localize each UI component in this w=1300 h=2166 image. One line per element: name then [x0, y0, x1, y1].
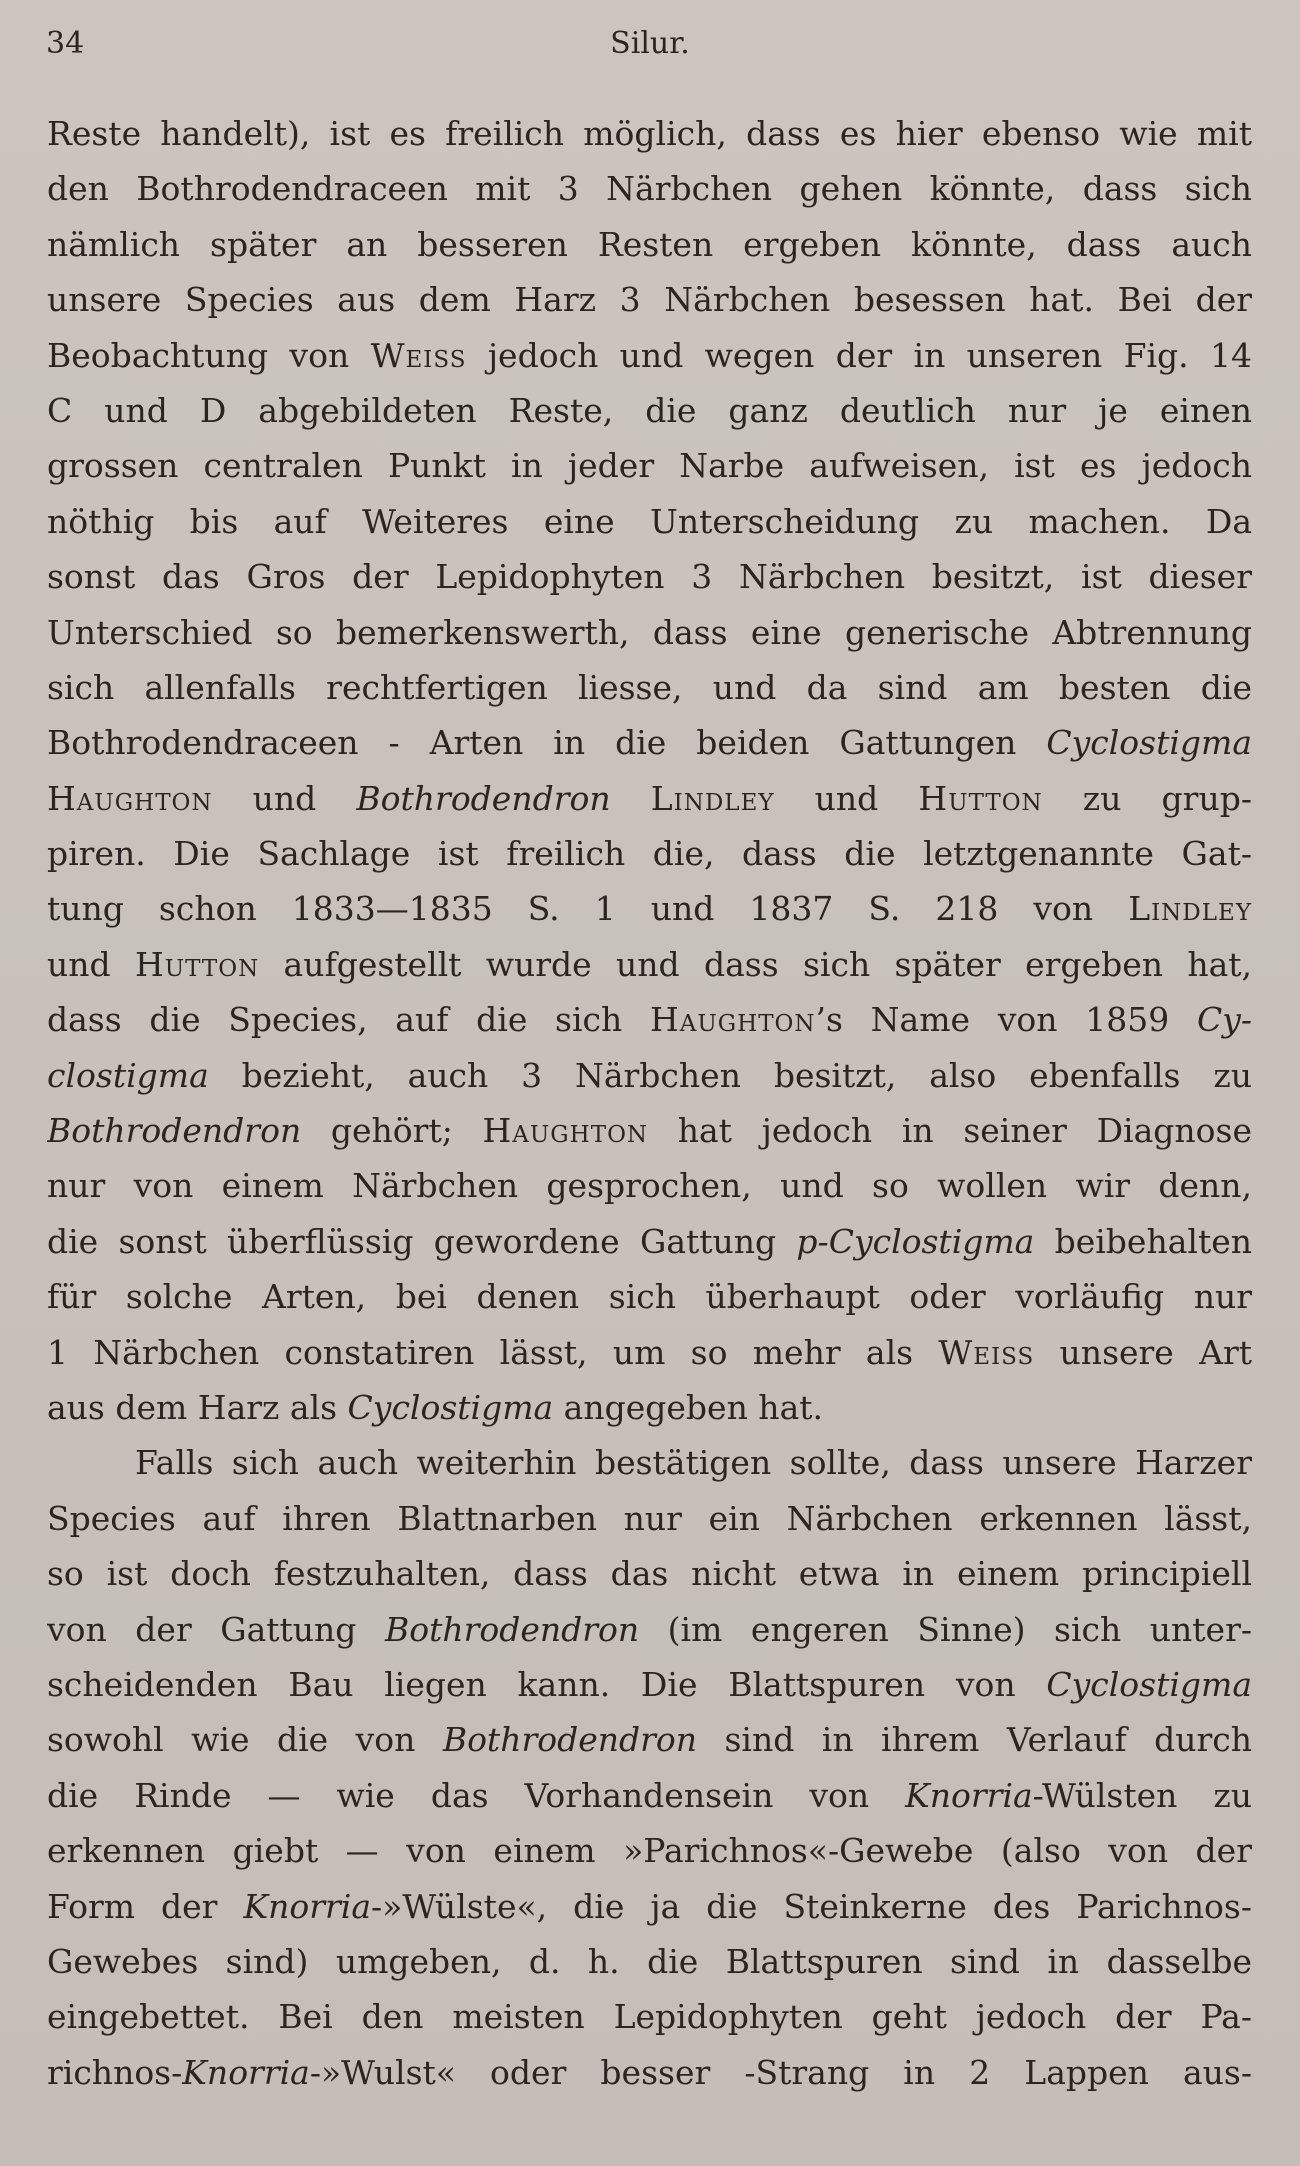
- italic-term: Bothrodendron: [442, 1720, 698, 1760]
- text-line: [47, 272, 1252, 327]
- text-line: [47, 1602, 1252, 1657]
- italic-term: Cyclostigma: [1046, 1664, 1252, 1704]
- text-segment: C und D abgebildeten Reste, die ganz deutlich nur je einen: [47, 390, 1252, 430]
- text-line: [47, 937, 1252, 992]
- text-segment: und: [212, 778, 357, 818]
- text-segment: dass die Species, auf die sich: [47, 1000, 650, 1040]
- text-segment: den Bothrodendraceen mit 3 Närbchen gehen könnte, dass sich: [47, 169, 1252, 209]
- text-segment: -Wülsten zu: [1032, 1775, 1252, 1815]
- text-line: [47, 881, 1252, 936]
- text-line: [47, 1380, 1252, 1435]
- text-segment: nöthig bis auf Weiteres eine Unterscheidung zu machen. Da: [47, 501, 1252, 541]
- text-segment: -»Wülste«, die ja die Steinkerne des Parichnos-: [371, 1886, 1252, 1926]
- text-segment: grossen centralen Punkt in jeder Narbe aufweisen, ist es jedoch: [47, 446, 1252, 486]
- text-line: [47, 494, 1252, 549]
- text-line: [47, 161, 1252, 216]
- text-line: [47, 715, 1252, 770]
- body-text: [47, 106, 1252, 2100]
- text-segment: und: [774, 778, 919, 818]
- text-segment: und: [47, 944, 135, 984]
- italic-term: Knorria: [905, 1775, 1033, 1815]
- text-segment: Form der: [47, 1886, 244, 1926]
- text-line: [47, 1989, 1252, 2044]
- author-name: Haughton: [482, 1111, 649, 1151]
- author-name: Haughton: [47, 778, 213, 818]
- page-number: 34: [46, 26, 85, 61]
- text-segment: für solche Arten, bei denen sich überhaupt oder vorläufig nur: [47, 1277, 1252, 1317]
- text-line: [47, 771, 1252, 826]
- text-segment: die sonst überflüssig gewordene Gattung: [47, 1221, 797, 1261]
- text-segment: angegeben hat.: [553, 1387, 823, 1427]
- text-line: [47, 1768, 1252, 1823]
- text-line: [47, 1435, 1252, 1490]
- text-segment: aufgestellt wurde und dass sich später ergeben hat,: [259, 944, 1252, 984]
- text-segment: Gewebes sind) umgeben, d. h. die Blattspuren sind in dasselbe: [47, 1941, 1252, 1981]
- text-line: [47, 1269, 1252, 1324]
- text-segment: Reste handelt), ist es freilich möglich, dass es hier ebenso wie mit: [47, 114, 1252, 153]
- text-line: [47, 660, 1252, 715]
- text-line: [47, 1823, 1252, 1878]
- text-segment: Unterschied so bemerkenswerth, dass eine generische Abtrennung: [47, 612, 1252, 652]
- page-header: [46, 26, 1254, 66]
- text-segment: sonst das Gros der Lepidophyten 3 Närbchen besitzt, ist dieser: [47, 557, 1252, 597]
- text-line: [47, 1158, 1252, 1213]
- text-segment: scheidenden Bau liegen kann. Die Blattspuren von: [47, 1664, 1047, 1704]
- author-name: Lindley: [650, 778, 775, 818]
- text-segment: richnos-: [47, 2052, 183, 2092]
- text-segment: jedoch und wegen der in unseren Fig. 14: [466, 335, 1252, 375]
- italic-term: Cyclostigma: [1046, 723, 1252, 763]
- text-line: [47, 1325, 1252, 1380]
- text-segment: sowohl wie die von: [47, 1720, 443, 1760]
- text-segment: hat jedoch in seiner Diagnose: [648, 1111, 1252, 1151]
- text-line: [47, 1879, 1252, 1934]
- text-line: [47, 438, 1252, 493]
- text-segment: (im engeren Sinne) sich unter-: [639, 1609, 1252, 1649]
- text-segment: 1 Närbchen constatiren lässt, um so mehr als: [47, 1332, 939, 1372]
- text-segment: die Rinde — wie das Vorhandensein von: [47, 1775, 906, 1815]
- text-segment: sich allenfalls rechtfertigen liesse, und da sind am besten die: [47, 667, 1252, 707]
- text-segment: [611, 779, 651, 818]
- text-segment: unsere Species aus dem Harz 3 Närbchen besessen hat. Bei der: [47, 280, 1252, 320]
- text-segment: nämlich später an besseren Resten ergeben könnte, dass auch: [47, 224, 1252, 264]
- text-segment: Species auf ihren Blattnarben nur ein Närbchen erkennen lässt,: [47, 1498, 1252, 1538]
- italic-term: Bothrodendron: [47, 1111, 302, 1151]
- author-name: Weiss: [938, 1332, 1035, 1372]
- text-segment: aus dem Harz als: [47, 1387, 348, 1427]
- text-segment: eingebettet. Bei den meisten Lepidophyten geht jedoch der Pa-: [47, 1997, 1252, 2037]
- text-line: [47, 1934, 1252, 1989]
- text-segment: nur von einem Närbchen gesprochen, und so wollen wir denn,: [47, 1166, 1252, 1206]
- text-line: [47, 549, 1252, 604]
- italic-term: Cyclostigma: [347, 1387, 554, 1427]
- text-line: [47, 1491, 1252, 1546]
- text-segment: bezieht, auch 3 Närbchen besitzt, also ebenfalls zu: [208, 1055, 1252, 1095]
- text-line: [47, 605, 1252, 660]
- italic-term: Cy-: [1196, 1000, 1252, 1040]
- text-segment: sind in ihrem Verlauf durch: [697, 1720, 1252, 1760]
- text-line: [47, 1546, 1252, 1601]
- text-segment: Falls sich auch weiterhin bestätigen sollte, dass unsere Harzer: [135, 1443, 1252, 1483]
- author-name: Haughton: [650, 1000, 816, 1040]
- text-segment: unsere Art: [1034, 1332, 1252, 1372]
- author-name: Lindley: [1128, 889, 1252, 929]
- text-line: [47, 1657, 1252, 1712]
- text-line: [47, 106, 1252, 161]
- text-segment: piren. Die Sachlage ist freilich die, dass die letztgenannte Gat-: [47, 834, 1252, 874]
- author-name: Hutton: [918, 778, 1043, 818]
- text-segment: so ist doch festzuhalten, dass das nicht etwa in einem principiell: [47, 1554, 1252, 1594]
- text-line: [47, 2045, 1252, 2100]
- text-line: [47, 1712, 1252, 1767]
- text-segment: ’s Name von 1859: [815, 1000, 1197, 1040]
- text-segment: gehört;: [301, 1111, 483, 1151]
- author-name: Weiss: [370, 335, 467, 375]
- italic-term: Knorria: [243, 1886, 372, 1926]
- text-segment: Bothrodendraceen - Arten in die beiden Gattungen: [47, 723, 1047, 763]
- text-segment: zu grup-: [1042, 778, 1252, 818]
- text-segment: von der Gattung: [47, 1609, 385, 1649]
- italic-term: Knorria: [182, 2052, 310, 2092]
- text-line: [47, 992, 1252, 1047]
- text-line: [47, 1214, 1252, 1269]
- text-segment: -»Wulst« oder besser -Strang in 2 Lappen aus-: [309, 2052, 1252, 2092]
- text-segment: Beobachtung von: [47, 335, 371, 375]
- author-name: Hutton: [134, 944, 260, 984]
- text-segment: beibehalten: [1034, 1221, 1252, 1261]
- text-segment: erkennen giebt — von einem »Parichnos«-Gewebe (also von der: [47, 1831, 1252, 1871]
- italic-term: p-Cyclostigma: [796, 1221, 1035, 1261]
- text-line: [47, 217, 1252, 272]
- running-head: Silur.: [610, 26, 690, 61]
- text-line: [47, 328, 1252, 383]
- text-line: [47, 383, 1252, 438]
- text-line: [47, 1048, 1252, 1103]
- italic-term: clostigma: [47, 1055, 209, 1095]
- italic-term: Bothrodendron: [356, 778, 611, 818]
- text-segment: tung schon 1833—1835 S. 1 und 1837 S. 218 von: [47, 889, 1129, 929]
- text-line: [47, 826, 1252, 881]
- text-line: [47, 1103, 1252, 1158]
- italic-term: Bothrodendron: [384, 1609, 640, 1649]
